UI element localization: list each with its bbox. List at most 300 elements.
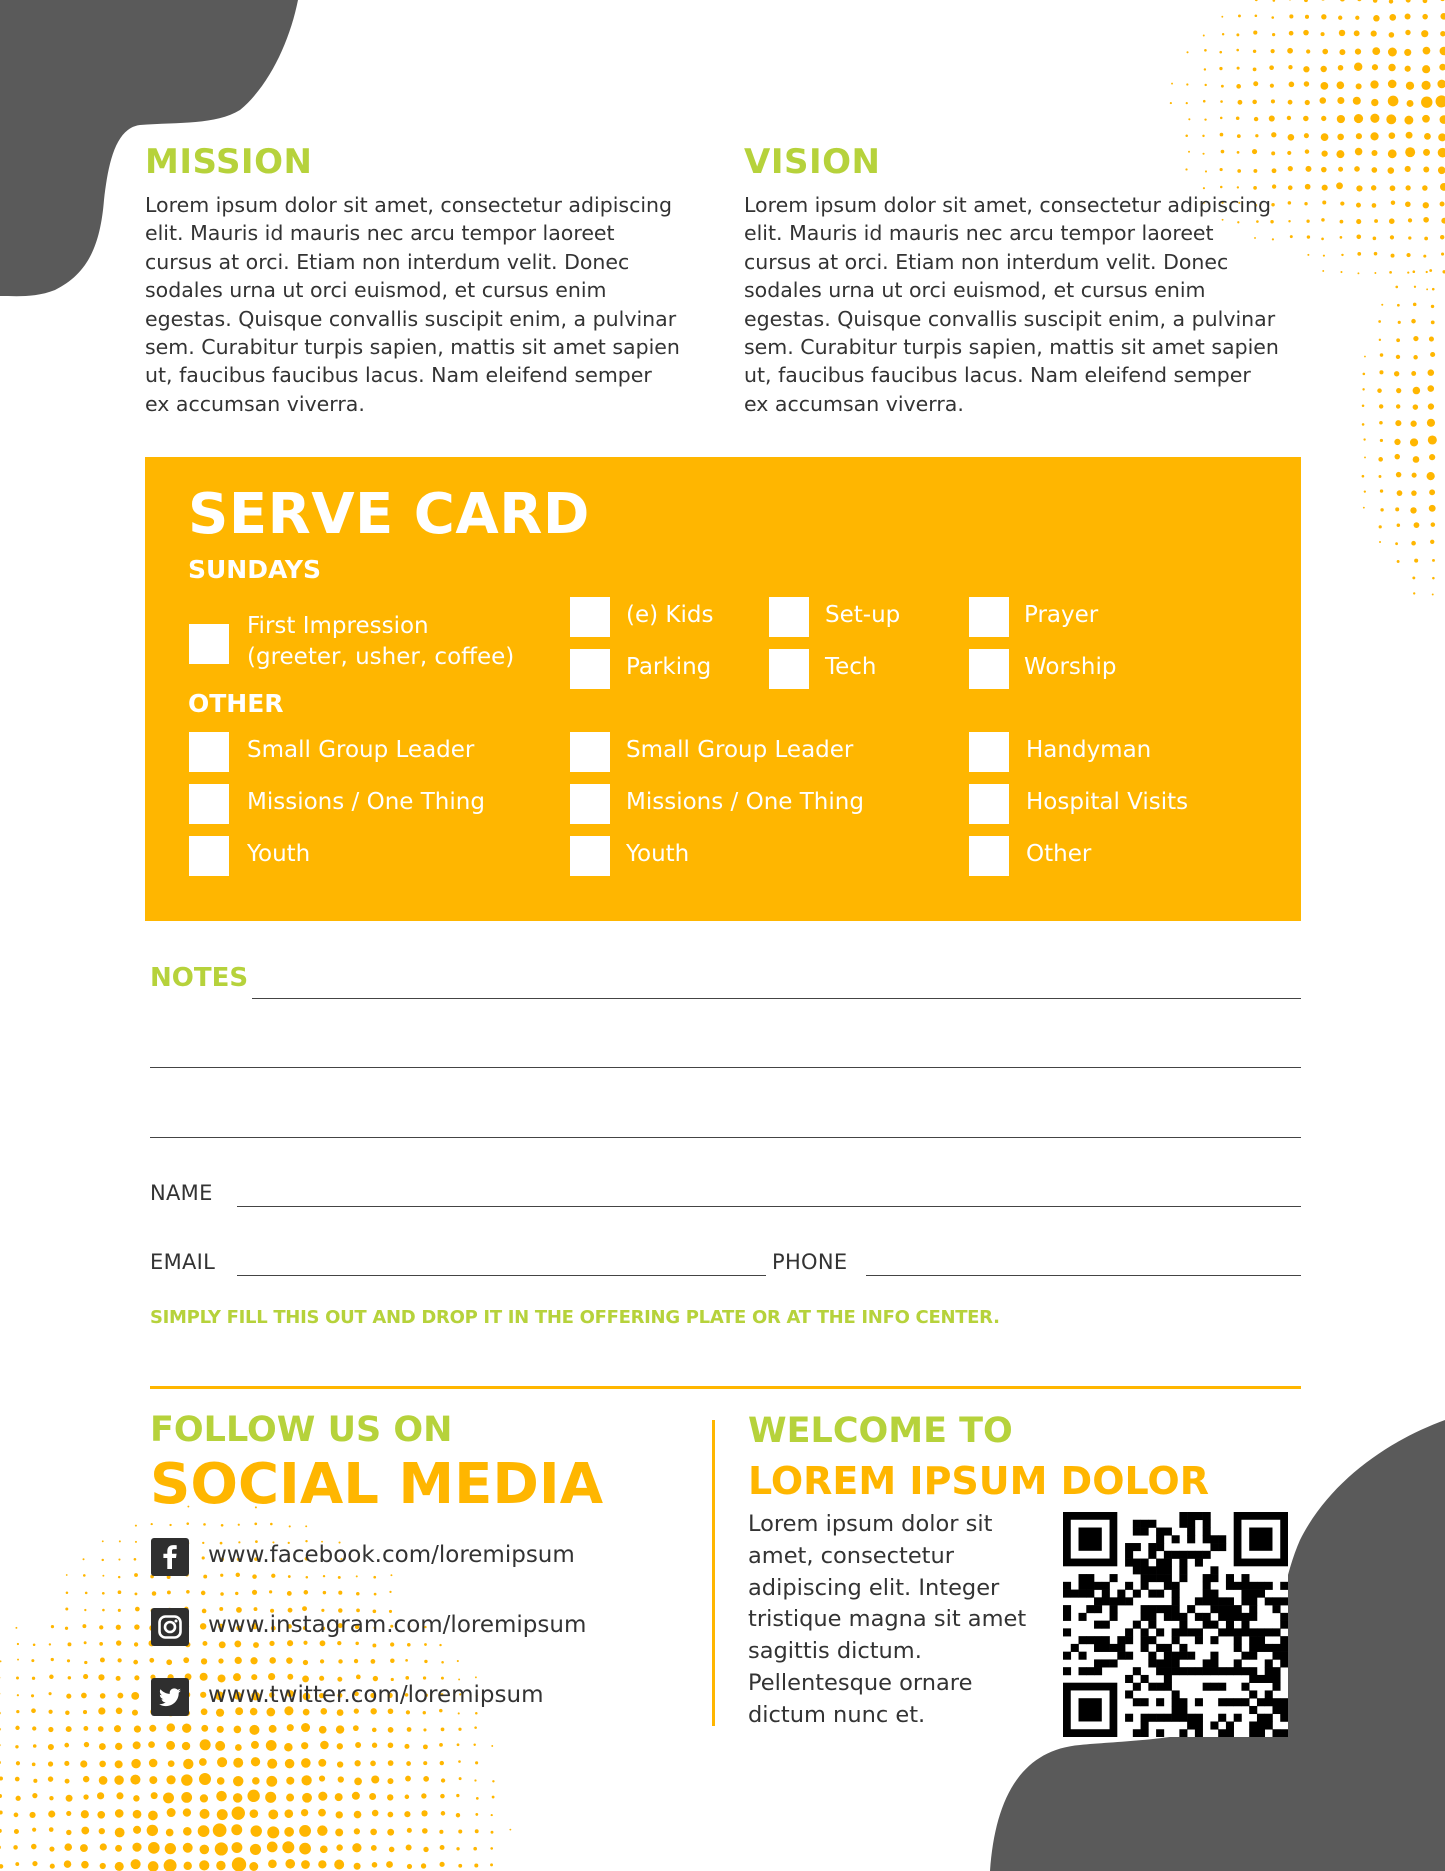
halftone-dot [1406, 0, 1411, 3]
halftone-dot [0, 1744, 1, 1746]
halftone-dot [1395, 286, 1398, 289]
checkbox-small-group-leader[interactable] [189, 732, 229, 772]
halftone-dot [1253, 31, 1257, 35]
halftone-dot [1320, 97, 1327, 104]
checkbox-handyman[interactable] [969, 732, 1009, 772]
halftone-dot [1356, 133, 1362, 139]
halftone-dot [221, 1524, 224, 1527]
halftone-dot [337, 1743, 343, 1749]
name-field[interactable] [237, 1206, 1301, 1207]
halftone-dot [423, 1847, 428, 1852]
halftone-dot [99, 1743, 106, 1750]
checkbox-label: Missions / One Thing [247, 789, 485, 815]
halftone-dot [1397, 490, 1403, 496]
halftone-dot [114, 1725, 121, 1732]
halftone-dot [1405, 66, 1411, 72]
checkbox-worship[interactable] [969, 649, 1009, 689]
halftone-dot [1304, 0, 1308, 2]
checkbox-small-group-leader-2[interactable] [570, 732, 610, 772]
halftone-dot [407, 1864, 412, 1869]
notes-line-2[interactable] [150, 1067, 1301, 1068]
halftone-dot [1272, 168, 1277, 173]
halftone-dot [133, 1795, 139, 1801]
halftone-dot [1338, 16, 1342, 20]
halftone-dot [439, 1830, 443, 1834]
halftone-dot [1304, 133, 1309, 138]
halftone-dot [166, 1659, 172, 1665]
halftone-dot [182, 1724, 191, 1733]
halftone-dot [456, 1794, 459, 1797]
halftone-dot [354, 1760, 360, 1766]
halftone-dot [424, 1643, 427, 1646]
halftone-dot [1371, 150, 1377, 156]
halftone-dot [220, 1592, 224, 1596]
halftone-dot [1204, 118, 1206, 120]
halftone-dot [473, 1847, 477, 1851]
halftone-dot [372, 1643, 376, 1647]
halftone-dot [48, 1776, 53, 1781]
halftone-dot [152, 1591, 157, 1596]
halftone-dot [1337, 81, 1345, 89]
halftone-dot [1204, 68, 1206, 70]
halftone-dot [1255, 134, 1258, 137]
halftone-dot [233, 1776, 243, 1786]
halftone-dot [1305, 149, 1309, 153]
halftone-dot [284, 1743, 293, 1752]
checkbox-youth-2[interactable] [570, 836, 610, 876]
halftone-dot [1440, 13, 1445, 20]
halftone-dot [423, 1676, 426, 1679]
halftone-dot [475, 1829, 479, 1833]
halftone-dot [1221, 85, 1224, 88]
halftone-dot [254, 1607, 258, 1611]
halftone-dot [491, 1745, 493, 1747]
halftone-dot [269, 1641, 274, 1646]
halftone-dot [17, 1659, 19, 1661]
facebook-icon[interactable] [151, 1538, 189, 1576]
halftone-dot [1364, 491, 1366, 493]
halftone-dot [370, 1829, 377, 1836]
halftone-dot [1405, 30, 1410, 35]
halftone-dot [458, 1728, 461, 1731]
halftone-dot [356, 1675, 361, 1680]
halftone-dot [476, 1797, 479, 1800]
halftone-dot [1364, 356, 1366, 358]
halftone-dot [116, 1625, 121, 1630]
halftone-dot [1378, 320, 1381, 323]
halftone-dot [98, 1674, 104, 1680]
halftone-dot [371, 1775, 379, 1783]
halftone-dot [265, 1792, 276, 1803]
halftone-dot [1355, 148, 1363, 156]
checkbox-kids[interactable] [570, 597, 610, 637]
halftone-dot [318, 1860, 326, 1868]
twitter-link[interactable]: www.twitter.com/loremipsum [208, 1682, 544, 1708]
halftone-dot [115, 1760, 123, 1768]
halftone-dot [1339, 30, 1345, 36]
halftone-dot [1289, 82, 1295, 88]
halftone-dot [183, 1808, 191, 1816]
halftone-dot [441, 1677, 444, 1680]
halftone-dot [1304, 81, 1309, 86]
halftone-dot [301, 1742, 308, 1749]
mission-title: MISSION [145, 142, 313, 182]
halftone-dot [439, 1743, 443, 1747]
halftone-dot [0, 1660, 1, 1662]
halftone-dot [474, 1779, 476, 1781]
notes-line-1[interactable] [252, 998, 1301, 999]
section-divider [150, 1386, 1301, 1389]
halftone-dot [84, 1609, 86, 1611]
halftone-dot [200, 1692, 206, 1698]
halftone-dot [439, 1644, 441, 1646]
halftone-dot [165, 1843, 176, 1854]
halftone-dot [458, 1864, 462, 1868]
halftone-dot [198, 1825, 210, 1837]
halftone-dot [65, 1608, 68, 1611]
halftone-dot [1353, 97, 1361, 105]
halftone-dot [1432, 559, 1435, 562]
phone-label: PHONE [772, 1250, 848, 1274]
halftone-dot [134, 1624, 139, 1629]
welcome-line: dictum nunc et. [748, 1701, 926, 1728]
welcome-heading-main: LOREM IPSUM DOLOR [748, 1459, 1209, 1503]
halftone-dot [318, 1809, 326, 1817]
halftone-dot [1424, 133, 1431, 140]
halftone-dot [389, 1591, 391, 1593]
checkbox-setup-label: Set-up [825, 602, 901, 628]
checkbox-setup[interactable] [769, 597, 809, 637]
halftone-dot [1220, 117, 1223, 120]
instagram-icon[interactable] [151, 1608, 189, 1646]
welcome-line: Pellentesque ornare [748, 1669, 973, 1696]
halftone-dot [373, 1576, 376, 1579]
halftone-dot [406, 1845, 412, 1851]
halftone-dot [217, 1757, 227, 1767]
halftone-dot [232, 1842, 243, 1853]
halftone-dot [354, 1778, 362, 1786]
checkbox-other[interactable] [969, 836, 1009, 876]
halftone-dot [100, 1693, 106, 1699]
halftone-dot [1221, 16, 1223, 18]
halftone-dot [1427, 419, 1435, 427]
halftone-dot [1389, 32, 1395, 38]
halftone-dot [1220, 168, 1223, 171]
halftone-dot [1374, 219, 1378, 223]
vision-line: ut, faucibus faucibus lacus. Nam eleifend semper [744, 363, 1251, 388]
halftone-dot [287, 1724, 294, 1731]
halftone-dot [306, 1576, 309, 1579]
halftone-dot [135, 1607, 140, 1612]
halftone-dot [338, 1776, 344, 1782]
halftone-dot [1362, 404, 1365, 407]
halftone-dot [1219, 51, 1222, 54]
halftone-dot [66, 1811, 71, 1816]
halftone-dot [250, 1708, 258, 1716]
halftone-dot [1204, 49, 1207, 52]
vision-line: egestas. Quisque convallis suscipit enim, a pulvinar [744, 306, 1276, 331]
halftone-dot [118, 1558, 120, 1560]
halftone-dot [1307, 235, 1310, 238]
halftone-dot [288, 1575, 291, 1578]
halftone-dot [1203, 187, 1205, 189]
halftone-dot [1236, 49, 1239, 52]
halftone-dot [51, 1625, 54, 1628]
checkbox-prayer[interactable] [969, 597, 1009, 637]
halftone-dot [83, 1794, 88, 1799]
halftone-dot [474, 1726, 477, 1729]
welcome-text [748, 1509, 1058, 1732]
vision-line: elit. Mauris id mauris nec arcu tempor laoreet [744, 221, 1214, 246]
halftone-dot [16, 1710, 19, 1713]
vision-title: VISION [744, 142, 881, 182]
halftone-dot [31, 1708, 36, 1713]
halftone-dot [1389, 14, 1396, 21]
halftone-dot [1440, 235, 1444, 239]
halftone-dot [1186, 102, 1188, 104]
halftone-dot [1429, 337, 1434, 342]
halftone-dot [1356, 203, 1361, 208]
halftone-dot [1436, 95, 1445, 107]
halftone-dot [133, 1741, 141, 1749]
halftone-dot [1373, 237, 1377, 241]
halftone-dots-right [1362, 269, 1437, 595]
halftone-dot [251, 1757, 260, 1766]
halftone-dot [1356, 83, 1362, 89]
halftone-dot [406, 1710, 410, 1714]
halftone-dot [99, 1625, 103, 1629]
halftone-dot [1340, 236, 1343, 239]
halftone-dot [1404, 116, 1413, 125]
qr-code-icon [1063, 1512, 1288, 1737]
halftone-dot [1407, 271, 1409, 273]
halftone-dot [1395, 507, 1399, 511]
halftone-dot [130, 1775, 140, 1785]
halftone-dot [1355, 16, 1359, 20]
halftone-dot [374, 1593, 377, 1596]
halftone-dot [51, 1658, 54, 1661]
halftone-dot [168, 1760, 175, 1767]
halftone-dot [319, 1726, 327, 1734]
email-field[interactable] [237, 1275, 766, 1276]
checkbox-hospital-visits[interactable] [969, 784, 1009, 824]
halftone-dot [267, 1826, 279, 1838]
halftone-dot [1423, 0, 1428, 3]
halftone-dot [1440, 183, 1445, 191]
halftone-dot [1338, 167, 1343, 172]
halftone-dot [421, 1793, 426, 1798]
halftone-dot [149, 1658, 154, 1663]
halftone-dot [271, 1574, 275, 1578]
halftone-dot [1287, 48, 1293, 54]
halftone-dot [337, 1761, 343, 1767]
halftone-dot [390, 1642, 394, 1646]
halftone-dot [1429, 269, 1432, 272]
checkbox-first-impression[interactable] [189, 624, 229, 664]
notes-line-3[interactable] [150, 1137, 1301, 1138]
halftone-dot [115, 1845, 122, 1852]
halftone-dot [1362, 423, 1365, 426]
halftone-dot [370, 1708, 376, 1714]
halftone-dot [1288, 65, 1292, 69]
halftone-dot [202, 1556, 205, 1559]
halftone-dot [303, 1660, 308, 1665]
halftone-dot [1407, 100, 1414, 107]
halftone-dot [200, 1739, 211, 1750]
halftone-dot [99, 1776, 108, 1785]
halftone-dot [268, 1673, 275, 1680]
halftone-dot [215, 1842, 228, 1855]
halftone-dot [439, 1709, 443, 1713]
halftone-dot [1428, 403, 1434, 409]
checkbox-label: Small Group Leader [247, 737, 475, 763]
twitter-icon[interactable] [151, 1678, 189, 1716]
halftone-dot [83, 1776, 89, 1782]
halftone-dot [1389, 0, 1393, 4]
halftone-dot [1321, 32, 1325, 36]
halftone-dot [184, 1862, 192, 1870]
halftone-dot [287, 1591, 292, 1596]
halftone-dot [1304, 202, 1307, 205]
halftone-dot [231, 1824, 242, 1835]
halftone-dot [183, 1843, 193, 1853]
halftone-dot [1428, 369, 1435, 376]
halftone-dot [1379, 541, 1381, 543]
vision-text [744, 191, 1304, 418]
halftone-dot [181, 1774, 192, 1785]
halftone-dot [336, 1811, 343, 1818]
halftone-dot [302, 1606, 307, 1611]
checkbox-parking-label: Parking [626, 654, 712, 680]
halftone-dot [201, 1591, 206, 1596]
halftone-dot [1388, 96, 1399, 107]
halftone-dot [1321, 238, 1324, 241]
halftone-dot [252, 1574, 257, 1579]
first-impression-label [247, 611, 514, 673]
halftone-dot [1379, 370, 1383, 374]
first-impression-line: First Impression [247, 613, 429, 639]
halftone-dot [1371, 99, 1378, 106]
halftone-dot [1321, 150, 1327, 156]
halftone-dot [65, 1711, 69, 1715]
other-label: OTHER [188, 689, 284, 718]
halftone-dot [440, 1845, 445, 1850]
halftone-dot [1440, 47, 1445, 56]
halftone-dot [1321, 133, 1329, 141]
halftone-dot [235, 1657, 242, 1664]
vision-line: sodales urna ut orci euismod, et cursus enim [744, 278, 1206, 303]
halftone-dot [440, 1794, 445, 1799]
halftone-dot [336, 1725, 344, 1733]
halftone-dot [217, 1809, 228, 1820]
halftone-dot [320, 1846, 328, 1854]
halftone-dot [33, 1744, 37, 1748]
halftone-dot [83, 1574, 86, 1577]
halftone-dot [183, 1827, 192, 1836]
halftone-dot [319, 1676, 324, 1681]
halftone-dot [1337, 134, 1344, 141]
halftone-dot [182, 1742, 190, 1750]
halftone-dot [388, 1742, 394, 1748]
halftone-dot [337, 1677, 342, 1682]
halftone-dot [370, 1761, 376, 1767]
halftone-dot [166, 1741, 175, 1750]
halftone-dot [1337, 97, 1344, 104]
halftone-dot [84, 1641, 87, 1644]
halftone-dot [1186, 83, 1188, 85]
halftone-dot [1188, 151, 1190, 153]
halftone-dot [457, 1660, 459, 1662]
halftone-dot [1237, 186, 1239, 188]
halftone-dot [1362, 388, 1364, 390]
instruction-text: SIMPLY FILL THIS OUT AND DROP IT IN THE OFFERING PLATE OR AT THE INFO CENTER. [150, 1307, 1000, 1328]
halftone-dot [1354, 30, 1360, 36]
halftone-dot [1429, 505, 1436, 512]
halftone-dot [1321, 167, 1327, 173]
checkbox-missions-2[interactable] [570, 784, 610, 824]
checkbox-missions[interactable] [189, 784, 229, 824]
halftone-dot [301, 1723, 310, 1732]
halftone-dot [83, 1710, 87, 1714]
halftone-dot [1271, 49, 1275, 53]
halftone-dot [1253, 169, 1257, 173]
facebook-link[interactable]: www.facebook.com/loremipsum [208, 1542, 575, 1568]
welcome-heading-top: WELCOME TO [748, 1411, 1013, 1451]
halftone-dot [199, 1845, 209, 1855]
halftone-dot [1413, 404, 1418, 409]
checkbox-tech[interactable] [769, 649, 809, 689]
halftone-dot [1255, 0, 1258, 1]
halftone-dot [1394, 439, 1400, 445]
halftone-dot [216, 1709, 224, 1717]
instagram-link[interactable]: www.instagram.com/loremipsum [208, 1612, 587, 1638]
halftone-dot [1388, 48, 1397, 57]
halftone-dot [1288, 185, 1293, 190]
halftone-dot [1288, 100, 1293, 105]
halftone-dot [201, 1658, 207, 1664]
halftone-dot [131, 1692, 139, 1700]
halftone-dot [1171, 83, 1173, 85]
halftone-dot [97, 1811, 105, 1819]
halftone-dot [1370, 132, 1378, 140]
phone-field[interactable] [866, 1275, 1301, 1276]
halftone-dot [0, 1776, 3, 1780]
halftone-dot [99, 1761, 106, 1768]
halftone-dot [266, 1708, 275, 1717]
social-heading-main: SOCIAL MEDIA [150, 1452, 604, 1517]
halftone-dot [405, 1776, 411, 1782]
halftone-dot [84, 1661, 87, 1664]
halftone-dot [186, 1522, 189, 1525]
halftone-dot [1414, 286, 1416, 288]
checkbox-label: Youth [626, 841, 690, 867]
checkbox-youth[interactable] [189, 836, 229, 876]
halftone-dot [134, 1573, 138, 1577]
halftone-dot [1397, 524, 1400, 527]
halftone-dot [132, 1843, 141, 1852]
halftone-dot [323, 1575, 325, 1577]
halftone-dot [1237, 169, 1241, 173]
halftone-dot [215, 1741, 225, 1751]
halftone-dot [102, 1559, 104, 1561]
halftone-dot [1379, 421, 1383, 425]
checkbox-parking[interactable] [570, 649, 610, 689]
halftone-dot [98, 1707, 105, 1714]
halftone-dot [1305, 166, 1311, 172]
halftone-dot [65, 1779, 70, 1784]
halftone-dot [115, 1862, 124, 1871]
halftone-dot [405, 1676, 409, 1680]
